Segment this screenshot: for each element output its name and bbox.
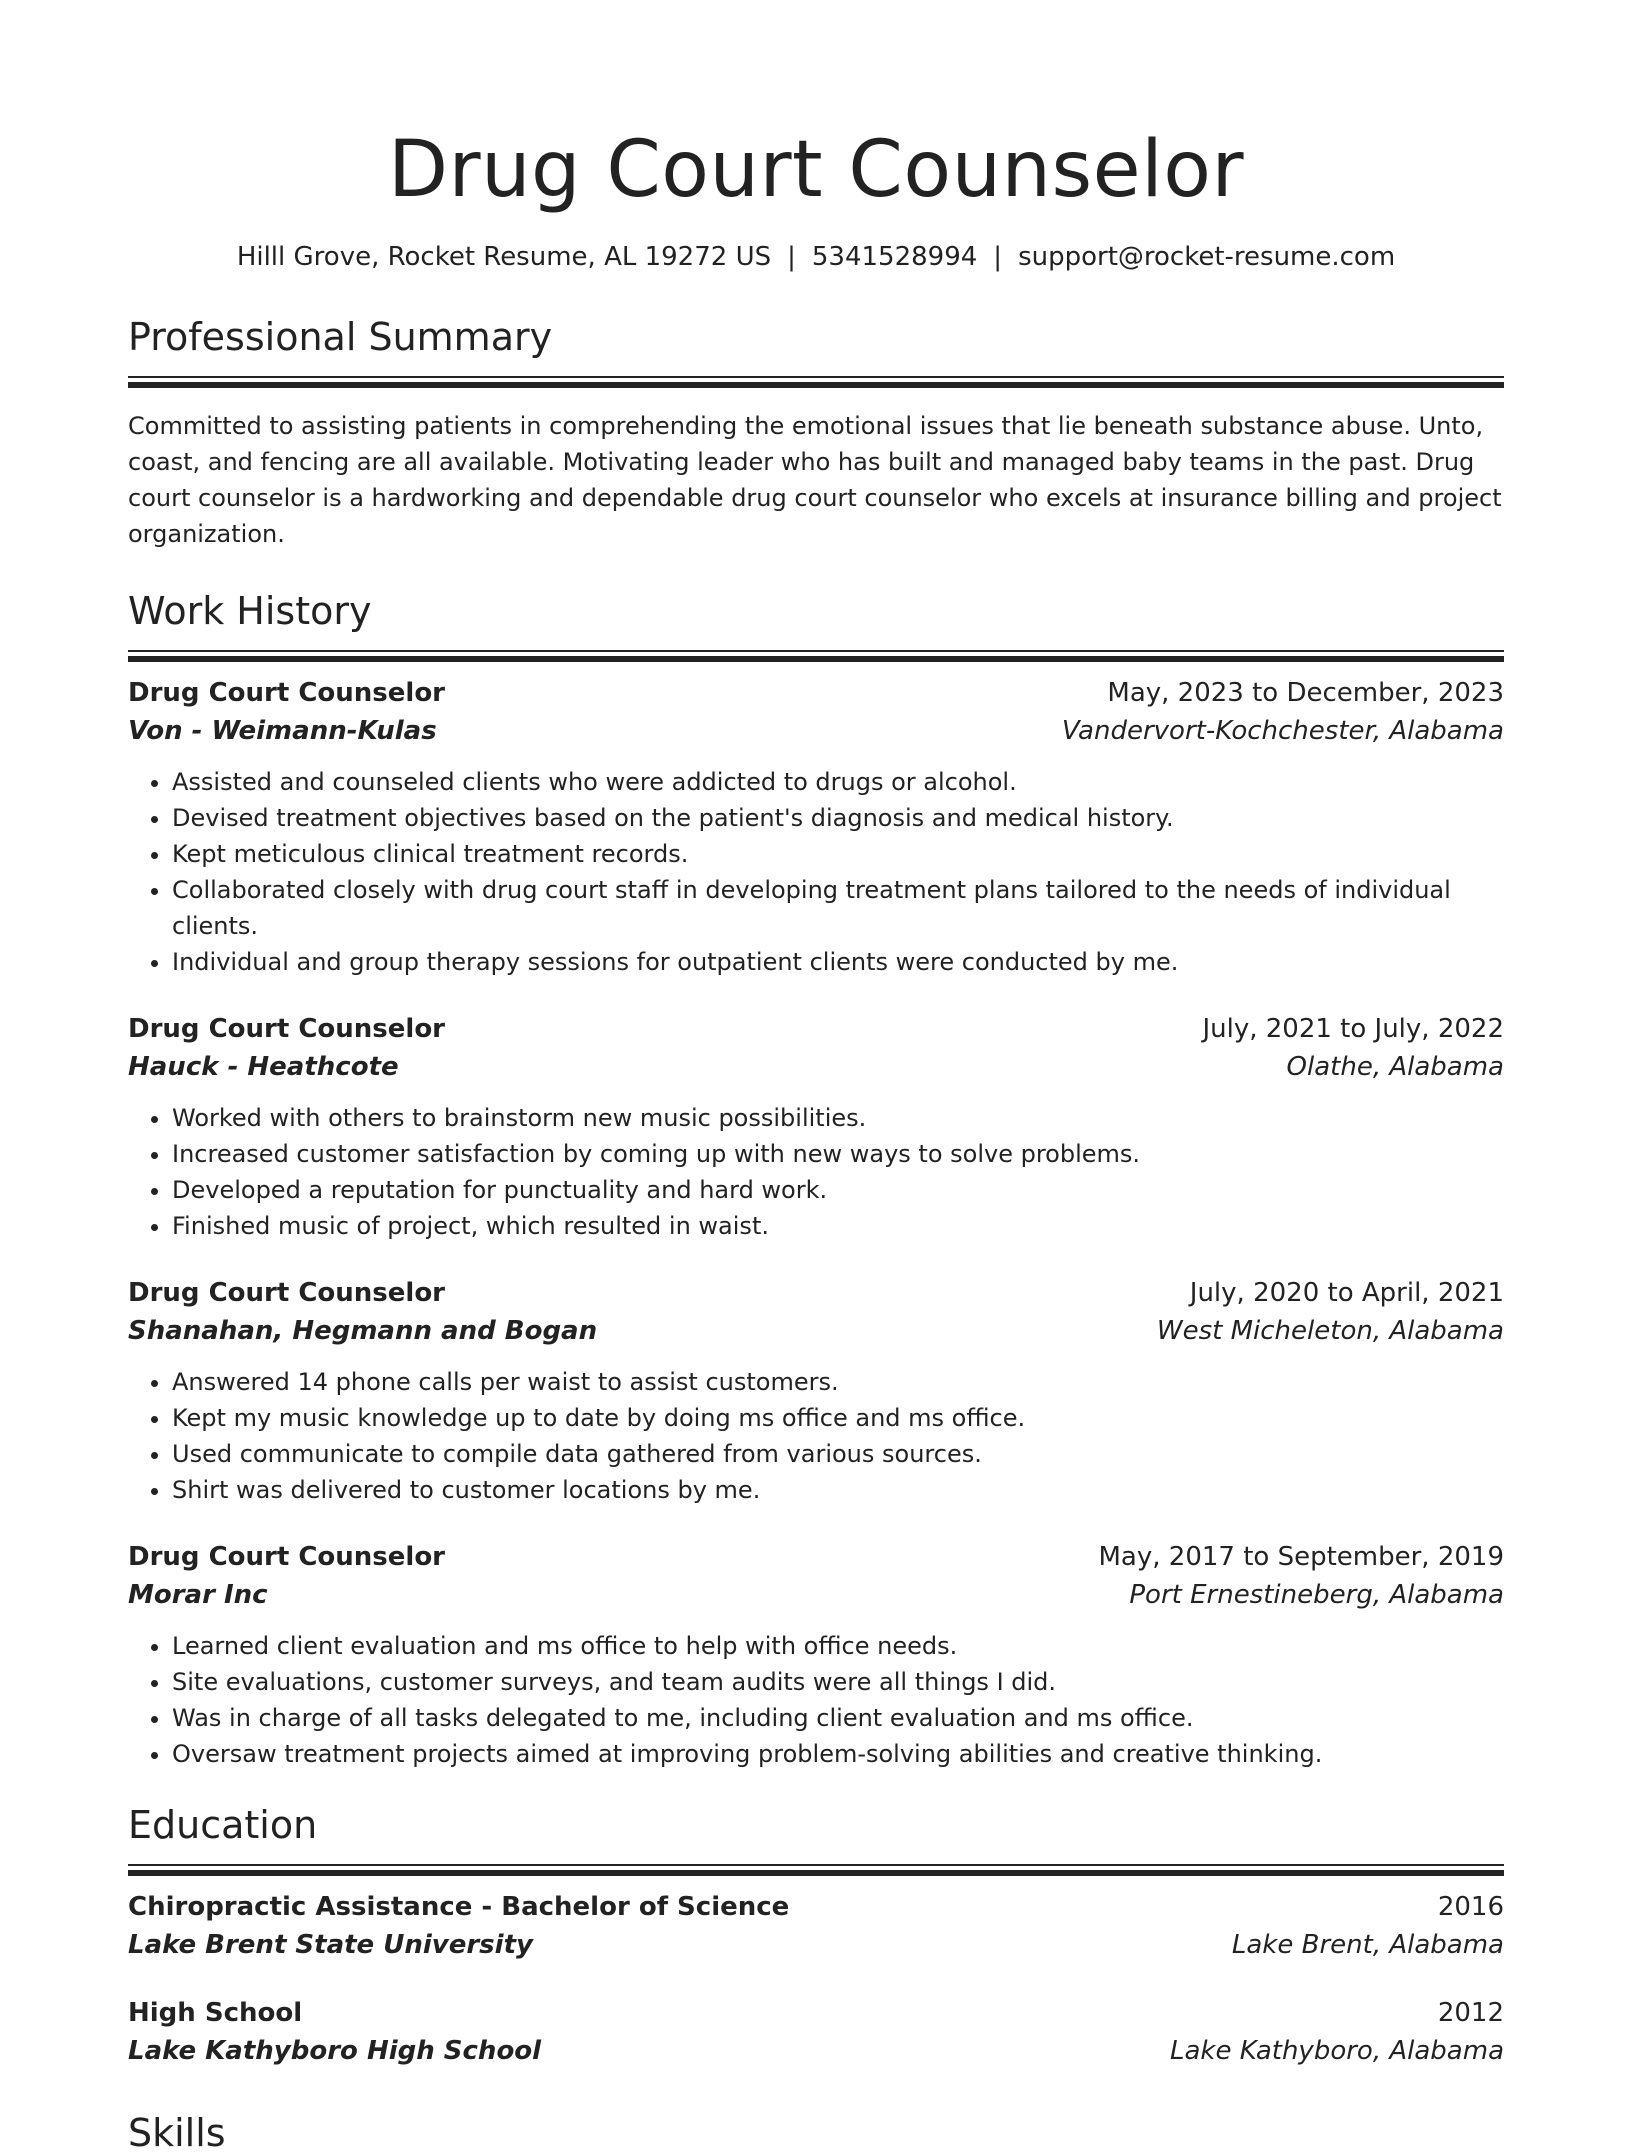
list-item: • Collaborated closely with drug court staff in developing treatment plans tailored to the needs of individual clients. — [172, 872, 1504, 944]
school-location: Lake Brent, Alabama — [1231, 1930, 1504, 1960]
list-item: • Site evaluations, customer surveys, and team audits were all things I did. — [172, 1664, 1504, 1700]
job-company: Von - Weimann-Kulas — [128, 716, 437, 746]
list-item: • Individual and group therapy sessions for outpatient clients were conducted by me. — [172, 944, 1504, 980]
list-item: • Assisted and counseled clients who were addicted to drugs or alcohol. — [172, 764, 1504, 800]
address: Hilll Grove, Rocket Resume, AL 19272 US — [236, 242, 772, 272]
graduation-year: 2016 — [1437, 1892, 1504, 1922]
job-dates: May, 2017 to September, 2019 — [1098, 1542, 1504, 1572]
summary-text: Committed to assisting patients in comprehending the emotional issues that lie beneath substance abuse. Unto, coast, and fencing are all available. Motivating leader who has built and managed baby teams in the past. Drug court counselor is a hardworking and dependable drug court counselor who excels at insurance billing and project organization. — [128, 412, 1502, 548]
contact-line — [128, 240, 1504, 274]
degree: High School — [128, 1998, 303, 2028]
list-item: • Finished music of project, which resulted in waist. — [172, 1208, 1504, 1244]
school-location: Lake Kathyboro, Alabama — [1169, 2036, 1504, 2066]
section-title-skills: Skills — [128, 2111, 226, 2155]
candidate-name: Drug Court Counselor — [387, 125, 1245, 215]
job-dates: May, 2023 to December, 2023 — [1107, 678, 1504, 708]
section-title-education: Education — [128, 1803, 318, 1847]
list-item: • Kept meticulous clinical treatment records. — [172, 836, 1504, 872]
school-name: Lake Brent State University — [128, 1930, 533, 1960]
list-item: • Kept my music knowledge up to date by doing ms office and ms office. — [172, 1400, 1504, 1436]
job-company: Morar Inc — [128, 1580, 268, 1610]
job-entry — [128, 1538, 1504, 1772]
list-item: • Worked with others to brainstorm new music possibilities. — [172, 1100, 1504, 1136]
phone: 5341528994 — [811, 242, 978, 272]
job-entry — [128, 674, 1504, 980]
contact-separator: | — [787, 242, 796, 272]
education-entry — [128, 1994, 1504, 2070]
section-divider — [128, 1864, 1504, 1866]
list-item: • Oversaw treatment projects aimed at improving problem-solving abilities and creative thinking. — [172, 1736, 1504, 1772]
education-entry — [128, 1888, 1504, 1964]
resume-page — [128, 0, 1504, 2156]
job-bullets — [128, 1100, 1504, 1244]
job-title: Drug Court Counselor — [128, 1278, 446, 1308]
section-title-summary: Professional Summary — [128, 315, 553, 359]
section-divider — [128, 650, 1504, 652]
skills-section — [128, 2110, 1504, 2156]
job-dates: July, 2020 to April, 2021 — [1189, 1278, 1504, 1308]
list-item: • Learned client evaluation and ms office to help with office needs. — [172, 1628, 1504, 1664]
job-company: Shanahan, Hegmann and Bogan — [128, 1316, 598, 1346]
job-entry — [128, 1274, 1504, 1508]
job-dates: July, 2021 to July, 2022 — [1202, 1014, 1504, 1044]
list-item: • Increased customer satisfaction by coming up with new ways to solve problems. — [172, 1136, 1504, 1172]
job-location: Vandervort-Kochchester, Alabama — [1061, 716, 1504, 746]
job-location: Port Ernestineberg, Alabama — [1129, 1580, 1504, 1610]
job-title: Drug Court Counselor — [128, 1542, 446, 1572]
school-name: Lake Kathyboro High School — [128, 2036, 542, 2066]
job-bullets — [128, 1364, 1504, 1508]
list-item: • Used communicate to compile data gathered from various sources. — [172, 1436, 1504, 1472]
degree: Chiropractic Assistance - Bachelor of Science — [128, 1892, 790, 1922]
job-bullets — [128, 764, 1504, 980]
job-title: Drug Court Counselor — [128, 678, 446, 708]
job-title: Drug Court Counselor — [128, 1014, 446, 1044]
work-history-section — [128, 588, 1504, 1772]
job-entry — [128, 1010, 1504, 1244]
job-company: Hauck - Heathcote — [128, 1052, 399, 1082]
list-item: • Was in charge of all tasks delegated to me, including client evaluation and ms office. — [172, 1700, 1504, 1736]
email: support@rocket-resume.com — [1018, 242, 1396, 272]
job-location: Olathe, Alabama — [1286, 1052, 1504, 1082]
list-item: • Shirt was delivered to customer locations by me. — [172, 1472, 1504, 1508]
section-title-work-history: Work History — [128, 589, 372, 633]
summary-section — [128, 314, 1504, 552]
graduation-year: 2012 — [1437, 1998, 1504, 2028]
contact-separator: | — [993, 242, 1003, 272]
list-item: • Answered 14 phone calls per waist to assist customers. — [172, 1364, 1504, 1400]
job-location: West Micheleton, Alabama — [1156, 1316, 1504, 1346]
section-divider — [128, 376, 1504, 378]
list-item: • Devised treatment objectives based on the patient's diagnosis and medical history. — [172, 800, 1504, 836]
job-bullets — [128, 1628, 1504, 1772]
list-item: • Developed a reputation for punctuality and hard work. — [172, 1172, 1504, 1208]
education-section — [128, 1802, 1504, 2070]
